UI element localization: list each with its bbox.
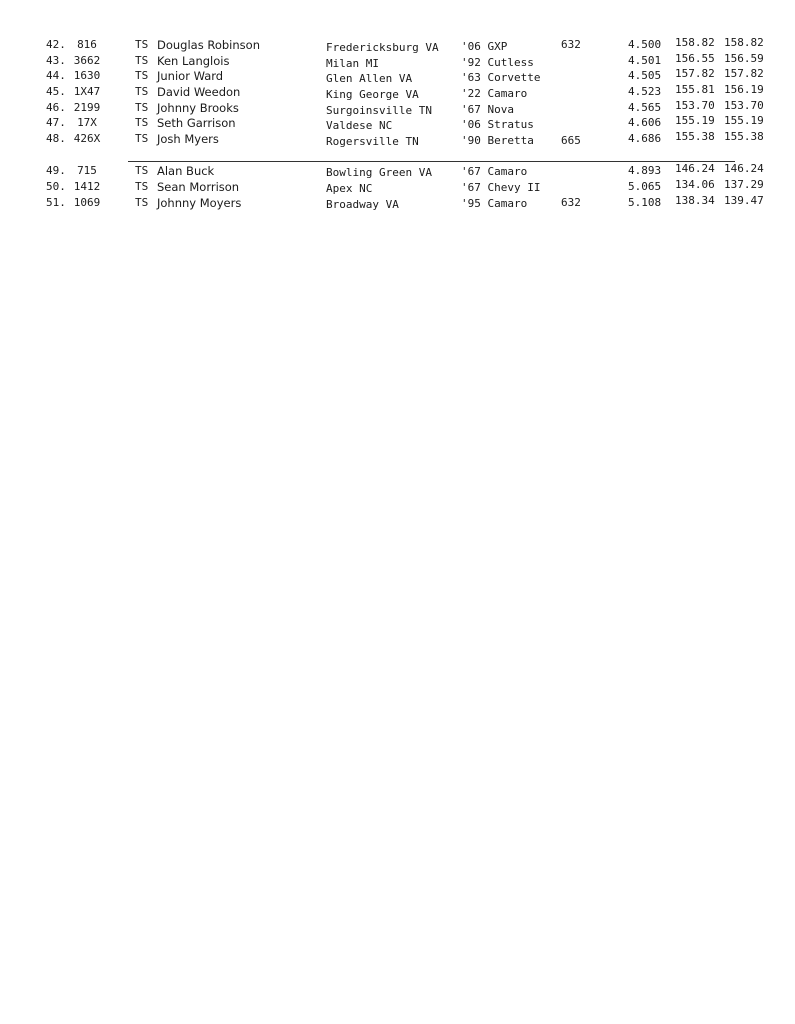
class: TS <box>135 116 149 129</box>
class: TS <box>135 164 149 177</box>
driver-name: David Weedon <box>157 85 241 99</box>
class: TS <box>135 101 149 114</box>
car-number: 426X <box>73 132 101 145</box>
position: 48. <box>46 132 66 145</box>
hometown: Rogersville TN <box>326 135 419 148</box>
car: '95 Camaro <box>461 197 528 210</box>
car-number: 1X47 <box>73 85 101 98</box>
class: TS <box>135 180 149 193</box>
elapsed-time: 4.893 <box>628 164 662 177</box>
driver-name: Douglas Robinson <box>157 38 260 52</box>
car: '06 GXP <box>461 40 508 53</box>
car-number: 17X <box>77 116 97 129</box>
speed-mph: 155.81 <box>675 83 715 96</box>
class: TS <box>135 54 149 67</box>
class: TS <box>135 38 149 51</box>
driver-name: Alan Buck <box>157 164 215 178</box>
best-mph: 155.19 <box>724 114 764 127</box>
position: 46. <box>46 101 66 114</box>
class: TS <box>135 69 149 82</box>
speed-mph: 134.06 <box>675 178 715 191</box>
car-number: 715 <box>77 164 97 177</box>
driver-name: Junior Ward <box>157 69 224 83</box>
car: '92 Cutless <box>461 56 534 69</box>
best-mph: 146.24 <box>724 162 764 175</box>
car: '63 Corvette <box>461 71 541 84</box>
class: TS <box>135 196 149 209</box>
best-mph: 156.59 <box>724 52 764 65</box>
best-mph: 158.82 <box>724 36 764 49</box>
engine-cc: 632 <box>561 196 581 209</box>
position: 43. <box>46 54 66 67</box>
hometown: Broadway VA <box>326 198 399 211</box>
position: 49. <box>46 164 66 177</box>
driver-name: Josh Myers <box>157 132 219 146</box>
best-mph: 137.29 <box>724 178 764 191</box>
position: 45. <box>46 85 66 98</box>
speed-mph: 155.38 <box>675 130 715 143</box>
hometown: Surgoinsville TN <box>326 104 432 117</box>
elapsed-time: 4.501 <box>628 54 662 67</box>
hometown: Bowling Green VA <box>326 166 432 179</box>
best-mph: 155.38 <box>724 130 764 143</box>
car: '90 Beretta <box>461 134 534 147</box>
speed-mph: 157.82 <box>675 67 715 80</box>
elapsed-time: 5.065 <box>628 180 662 193</box>
car-number: 1412 <box>73 180 101 193</box>
hometown: Valdese NC <box>326 119 393 132</box>
car: '67 Chevy II <box>461 181 541 194</box>
elapsed-time: 4.523 <box>628 85 662 98</box>
speed-mph: 153.70 <box>675 99 715 112</box>
car: '22 Camaro <box>461 87 528 100</box>
driver-name: Johnny Brooks <box>157 101 239 115</box>
speed-mph: 155.19 <box>675 114 715 127</box>
driver-name: Johnny Moyers <box>157 196 242 210</box>
elapsed-time: 4.686 <box>628 132 662 145</box>
position: 50. <box>46 180 66 193</box>
result-row <box>0 195 795 211</box>
position: 42. <box>46 38 66 51</box>
position: 47. <box>46 116 66 129</box>
result-row <box>0 131 795 147</box>
speed-mph: 156.55 <box>675 52 715 65</box>
car: '67 Camaro <box>461 165 528 178</box>
elapsed-time: 4.500 <box>628 38 662 51</box>
position: 51. <box>46 196 66 209</box>
best-mph: 153.70 <box>724 99 764 112</box>
engine-cc: 665 <box>561 134 581 147</box>
best-mph: 139.47 <box>724 194 764 207</box>
best-mph: 156.19 <box>724 83 764 96</box>
class: TS <box>135 132 149 145</box>
elapsed-time: 4.565 <box>628 101 662 114</box>
class: TS <box>135 85 149 98</box>
hometown: Milan MI <box>326 57 379 70</box>
driver-name: Seth Garrison <box>157 116 236 130</box>
car-number: 2199 <box>73 101 101 114</box>
car-number: 1069 <box>73 196 101 209</box>
car-number: 1630 <box>73 69 101 82</box>
elapsed-time: 4.505 <box>628 69 662 82</box>
elapsed-time: 5.108 <box>628 196 662 209</box>
hometown: Fredericksburg VA <box>326 41 439 54</box>
speed-mph: 138.34 <box>675 194 715 207</box>
hometown: Glen Allen VA <box>326 72 413 85</box>
best-mph: 157.82 <box>724 67 764 80</box>
position: 44. <box>46 69 66 82</box>
hometown: Apex NC <box>326 182 373 195</box>
elapsed-time: 4.606 <box>628 116 662 129</box>
engine-cc: 632 <box>561 38 581 51</box>
car: '67 Nova <box>461 103 514 116</box>
speed-mph: 158.82 <box>675 36 715 49</box>
car-number: 3662 <box>73 54 101 67</box>
hometown: King George VA <box>326 88 419 101</box>
section-divider <box>128 161 735 162</box>
car-number: 816 <box>77 38 97 51</box>
driver-name: Ken Langlois <box>157 54 230 68</box>
speed-mph: 146.24 <box>675 162 715 175</box>
car: '06 Stratus <box>461 118 534 131</box>
driver-name: Sean Morrison <box>157 180 240 194</box>
